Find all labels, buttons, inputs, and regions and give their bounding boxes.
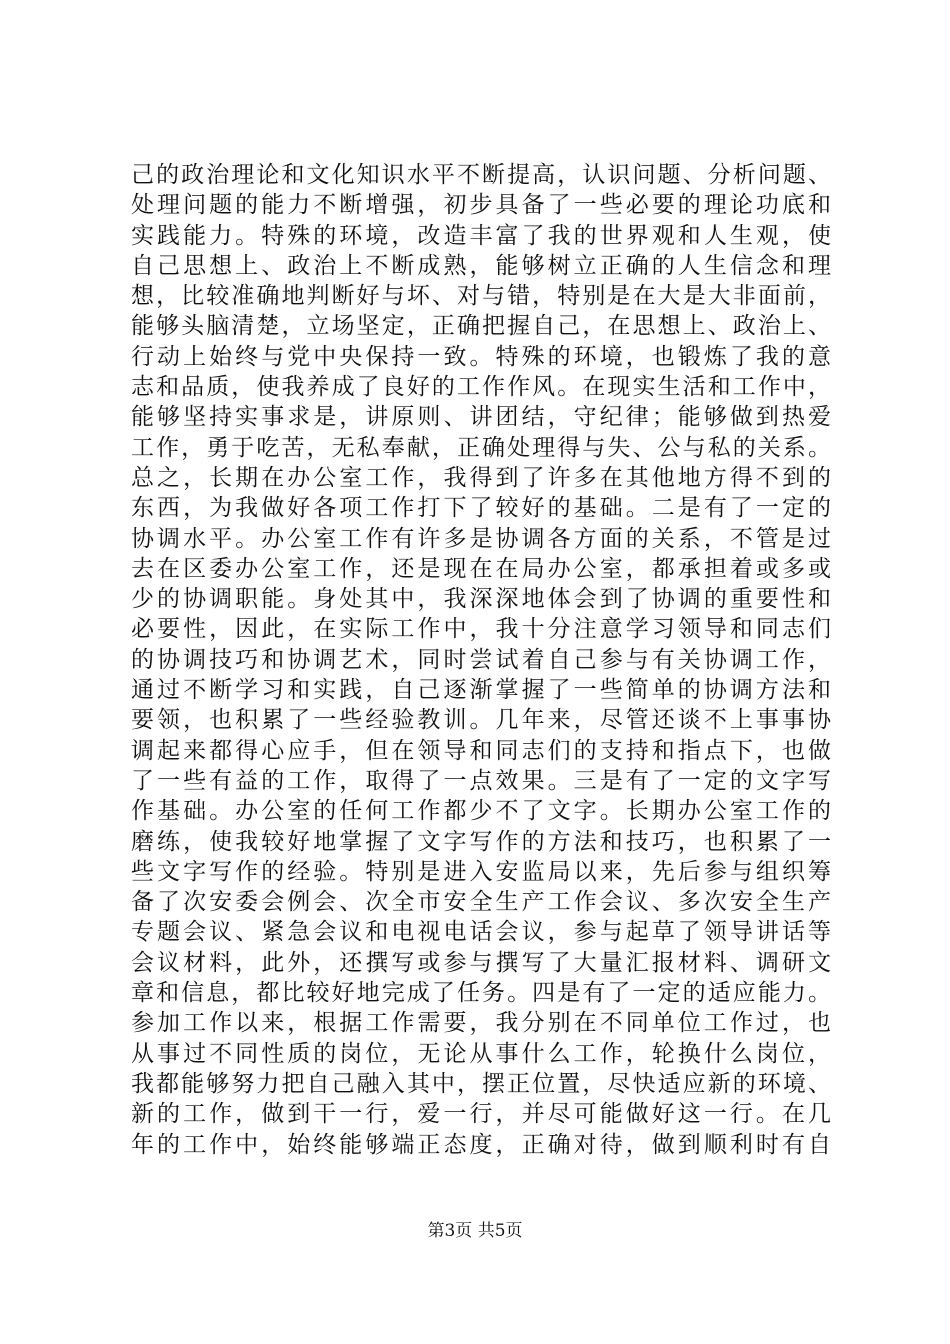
text-line: 的协调技巧和协调艺术，同时尝试着自己参与有关协调工作， xyxy=(131,646,831,673)
text-line: 必要性，因此，在实际工作中，我十分注意学习领导和同志们 xyxy=(131,616,831,643)
text-line: 会议材料，此外，还撰写或参与撰写了大量汇报材料、调研文 xyxy=(131,949,831,976)
text-line: 自己思想上、政治上不断成熟，能够树立正确的人生信念和理 xyxy=(131,252,831,279)
text-line: 调起来都得心应手，但在领导和同志们的支持和指点下，也做 xyxy=(131,737,831,764)
text-line: 备了次安委会例会、次全市安全生产工作会议、多次安全生产 xyxy=(131,889,831,916)
text-line: 磨练，使我较好地掌握了文字写作的方法和技巧，也积累了一 xyxy=(131,828,831,855)
text-line: 新的工作，做到干一行，爱一行，并尽可能做好这一行。在几 xyxy=(131,1101,831,1128)
text-line: 作基础。办公室的任何工作都少不了文字。长期办公室工作的 xyxy=(131,798,831,825)
text-line: 总之，长期在办公室工作，我得到了许多在其他地方得不到的 xyxy=(131,464,831,491)
text-line: 要领，也积累了一些经验教训。几年来，尽管还谈不上事事协 xyxy=(131,707,831,734)
text-line: 能够坚持实事求是，讲原则、讲团结，守纪律；能够做到热爱 xyxy=(131,404,831,431)
text-line: 章和信息，都比较好地完成了任务。四是有了一定的适应能力。 xyxy=(131,980,831,1007)
text-line: 工作，勇于吃苦，无私奉献，正确处理得与失、公与私的关系。 xyxy=(131,434,831,461)
text-line: 少的协调职能。身处其中，我深深地体会到了协调的重要性和 xyxy=(131,586,831,613)
text-line: 处理问题的能力不断增强，初步具备了一些必要的理论功底和 xyxy=(131,192,831,219)
text-line: 专题会议、紧急会议和电视电话会议，参与起草了领导讲话等 xyxy=(131,919,831,946)
page-footer: 第3页 共5页 xyxy=(427,1221,523,1241)
text-line: 通过不断学习和实践，自己逐渐掌握了一些简单的协调方法和 xyxy=(131,677,831,704)
text-line: 想，比较准确地判断好与坏、对与错，特别是在大是大非面前， xyxy=(131,283,831,310)
text-line: 从事过不同性质的岗位，无论从事什么工作，轮换什么岗位， xyxy=(131,1040,831,1067)
text-line: 能够头脑清楚，立场坚定，正确把握自己，在思想上、政治上、 xyxy=(131,313,831,340)
text-line: 志和品质，使我养成了良好的工作作风。在现实生活和工作中， xyxy=(131,374,831,401)
text-line: 实践能力。特殊的环境，改造丰富了我的世界观和人生观，使 xyxy=(131,222,831,249)
body-text xyxy=(131,160,831,1160)
text-line: 东西，为我做好各项工作打下了较好的基础。二是有了一定的 xyxy=(131,495,831,522)
text-line: 我都能够努力把自己融入其中，摆正位置，尽快适应新的环境、 xyxy=(131,1070,831,1097)
text-line: 协调水平。办公室工作有许多是协调各方面的关系，不管是过 xyxy=(131,525,831,552)
text-line: 己的政治理论和文化知识水平不断提高，认识问题、分析问题、 xyxy=(131,162,831,188)
text-line: 了一些有益的工作，取得了一点效果。三是有了一定的文字写 xyxy=(131,767,831,794)
text-line: 行动上始终与党中央保持一致。特殊的环境，也锻炼了我的意 xyxy=(131,343,831,370)
text-line: 参加工作以来，根据工作需要，我分别在不同单位工作过，也 xyxy=(131,1010,831,1037)
text-line: 去在区委办公室工作，还是现在在局办公室，都承担着或多或 xyxy=(131,555,831,582)
text-line: 些文字写作的经验。特别是进入安监局以来，先后参与组织筹 xyxy=(131,858,831,885)
text-line: 年的工作中，始终能够端正态度，正确对待，做到顺利时有自 xyxy=(131,1131,831,1158)
